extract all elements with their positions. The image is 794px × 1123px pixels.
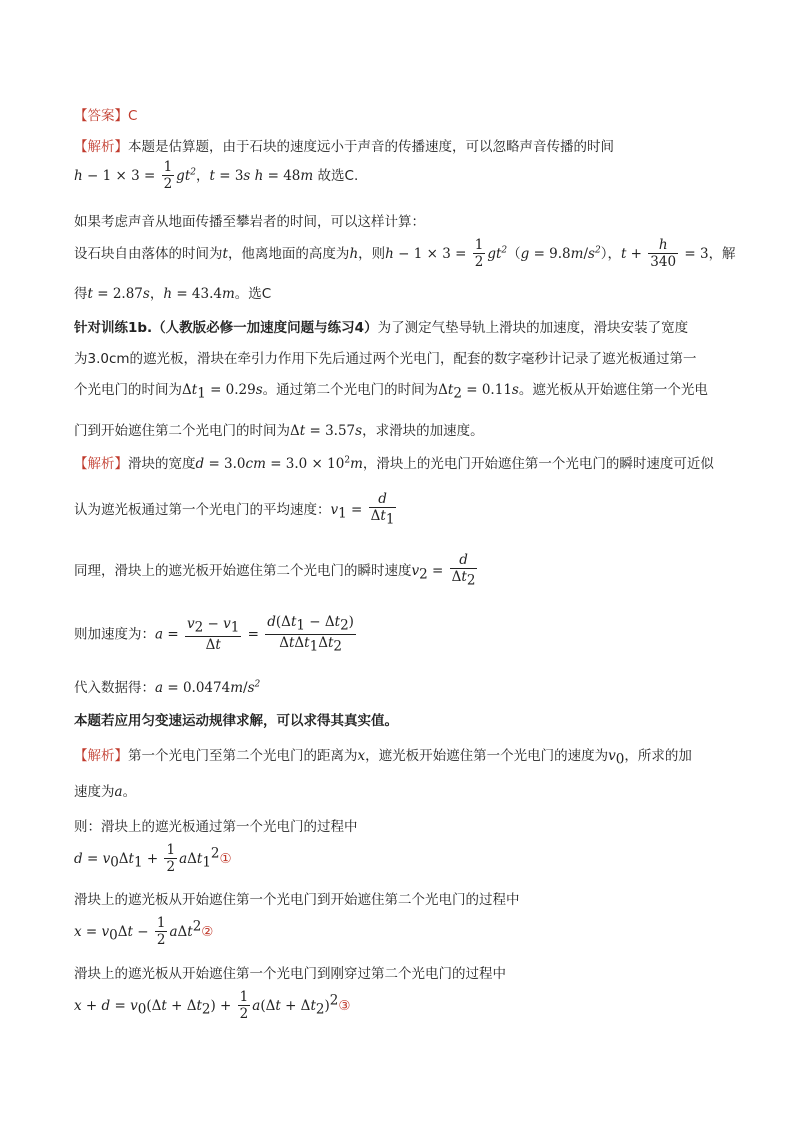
analysis1-text: 本题是估算题，由于石块的速度远小于声音的传播速度，可以忽略声音传播的时间: [128, 139, 614, 155]
training-line1: 针对训练1b.（人教版必修一加速度问题与练习4）为了测定气垫导轨上滑块的加速度，滑块安装了宽度: [74, 320, 689, 336]
analysis1-tag: 【解析】: [74, 139, 128, 155]
training-line3: 个光电门的时间为$\Delta t_1 = 0.29s$。通过第二个光电门的时间为$\Delta t_2 = 0.11s$。遮光板从开始遮住第一个光电: [74, 382, 708, 402]
analysis2-v2: 同理，滑块上的遮光板开始遮住第二个光电门的瞬时速度$v_2$ = $\frac{d}{\Delta t_2}$: [74, 552, 476, 589]
equation-3: $x + d = v_0(\Delta t + \Delta t_2)$ + $\frac{1}{2}$ $a(\Delta t + \Delta t_2)^2③$: [74, 989, 351, 1022]
analysis3-p2: 滑块上的遮光板从开始遮住第一个光电门到开始遮住第二个光电门的过程中: [74, 892, 520, 908]
training-line4: 门到开始遮住第二个光电门的时间为Δt = 3.57s，求滑块的加速度。: [74, 423, 484, 439]
answer-tag: 【答案】: [74, 108, 128, 124]
analysis2-acceleration: 则加速度为：a = $\frac{v_2 - v_1}{\Delta t}$ = $\frac{d(\Delta t_1 - \Delta t_2)}{\Delta t\Delta t_1\Delta t_2}$: [74, 614, 354, 655]
equation-h: h: [74, 168, 83, 184]
equation-2: $x = v_0\Delta t$ − $\frac{1}{2}$ aΔt$^2$②: [74, 915, 214, 948]
marker-3: ③: [338, 998, 351, 1014]
analysis3-line2: 速度为a。: [74, 784, 137, 800]
analysis3-p3: 滑块上的遮光板从开始遮住第一个光电门到刚穿过第二个光电门的过程中: [74, 966, 506, 982]
analysis1-let-line: 设石块自由落体的时间为t，他离地面的高度为h，则h − 1 × 3 = $\frac{1}{2}$ $gt^2(g = 9.8m/s^2)$，t + $\frac{h}{340}$ = 3，解: [74, 237, 736, 270]
training-line2: 为3.0cm的遮光板，滑块在牵引力作用下先后通过两个光电门，配套的数字毫秒计记录了遮光板通过第一: [74, 351, 697, 367]
analysis3-p1: 则：滑块上的遮光板通过第一个光电门的过程中: [74, 819, 358, 835]
marker-1: ①: [219, 851, 232, 867]
analysis1-consider: 如果考虑声音从地面传播至攀岩者的时间，可以这样计算：: [74, 214, 425, 230]
analysis1-result: 得t = 2.87s，h = 43.4m。选C: [74, 286, 272, 302]
analysis1-conclusion: 故选C.: [317, 168, 359, 184]
analysis2-tag: 【解析】: [74, 456, 128, 472]
analysis2-substitute: 代入数据得：$a = 0.0474m/s^2$: [74, 679, 261, 696]
analysis1-line1: [74, 135, 614, 155]
training-heading: 针对训练1b.（人教版必修一加速度问题与练习4）: [74, 320, 378, 336]
marker-2: ②: [201, 924, 214, 940]
analysis2-note: 本题若应用匀变速运动规律求解，可以求得其真实值。: [74, 713, 398, 729]
analysis2-v1: 认为遮光板通过第一个光电门的平均速度：$v_1$ = $\frac{d}{\Delta t_1}$: [74, 491, 395, 528]
analysis3-tag: 【解析】: [74, 748, 128, 764]
fraction-half: $\frac{1}{2}$: [163, 159, 173, 192]
answer-value: C: [128, 108, 138, 124]
analysis3-line1: 【解析】第一个光电门至第二个光电门的距离为x，遮光板开始遮住第一个光电门的速度为$v_0$，所求的加: [74, 748, 692, 768]
equation-1: $d = v_0\Delta t_1$ + $\frac{1}{2}$ aΔt$_1^2$①: [74, 842, 232, 875]
analysis2-line1: 【解析】滑块的宽度$d = 3.0cm = 3.0 \times 10^2m$，滑块上的光电门开始遮住第一个光电门的瞬时速度可近似: [74, 455, 714, 472]
analysis1-eq-line: h − 1 × 3 = $\frac{1}{2}$ $gt^2$，t = 3s h = 48m 故选C.: [74, 159, 359, 192]
answer-line: [74, 104, 137, 124]
